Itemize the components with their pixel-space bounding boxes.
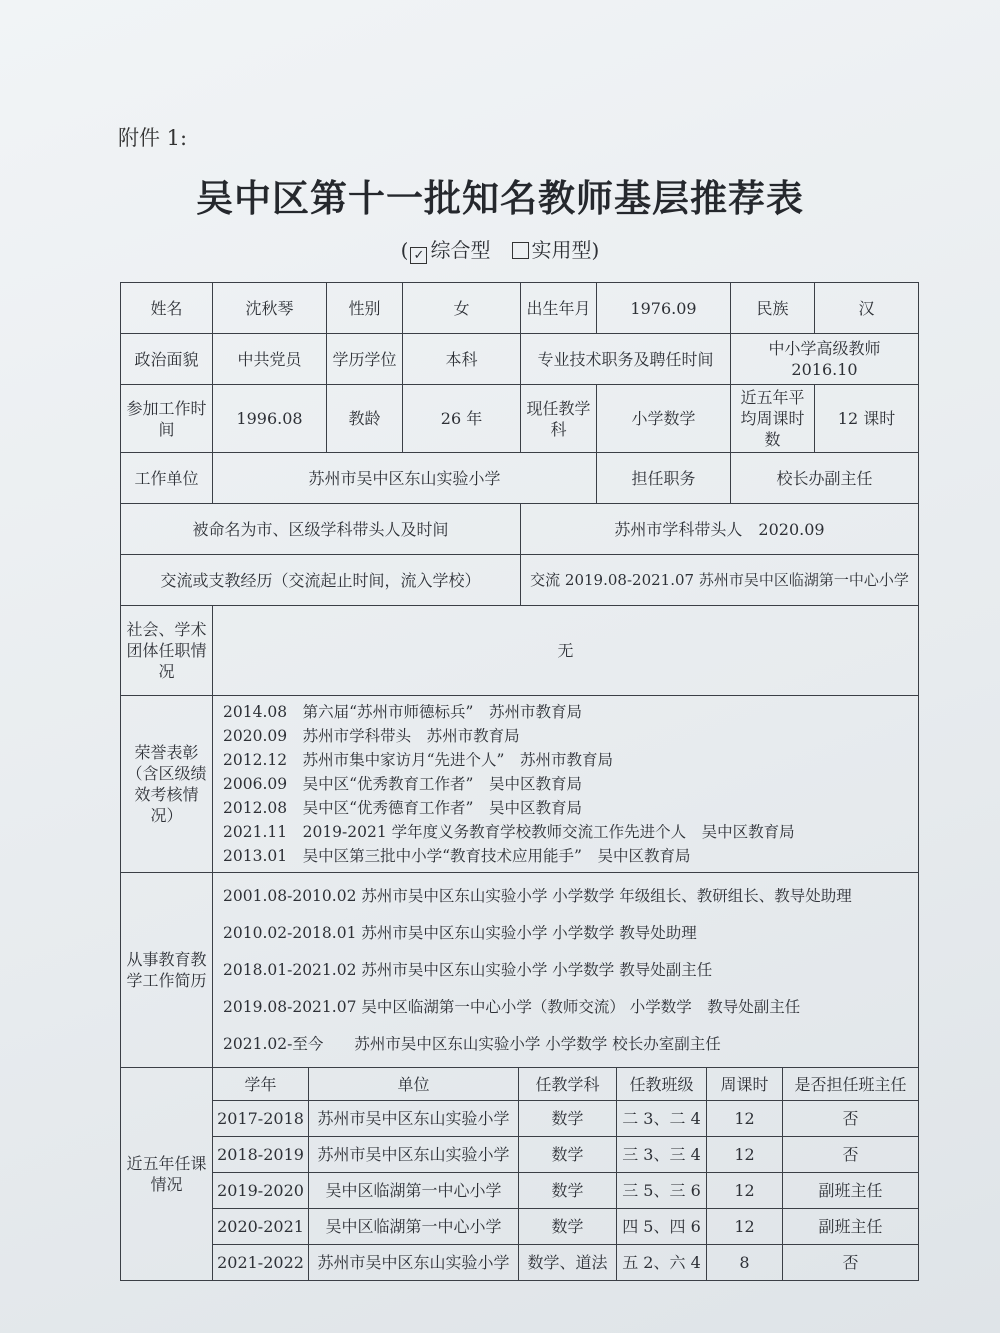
name-label: 姓名 [121,283,213,334]
list-item: 2012.12 苏州市集中家访月“先进个人” 苏州市教育局 [223,751,613,769]
career-list [213,873,919,1068]
attachment-label: 附件 1: [118,126,188,150]
cell-head-teacher: 否 [783,1101,919,1137]
education-label: 学历学位 [327,334,403,385]
cell-year: 2018-2019 [213,1137,309,1173]
subject-label: 现任教学科 [521,385,597,453]
cell-subject: 数学、道法 [519,1245,617,1281]
title-time-value [731,334,919,385]
cell-subject: 数学 [519,1137,617,1173]
column-header: 任教班级 [617,1068,707,1101]
list-item: 2013.01 吴中区第三批中小学“教育技术应用能手” 吴中区教育局 [223,847,691,865]
cell-hours: 8 [707,1245,783,1281]
courses-cell [213,1068,919,1281]
cell-subject: 数学 [519,1209,617,1245]
table-header-row [213,1068,919,1101]
subject-leader-value: 苏州市学科带头人 2020.09 [521,504,919,555]
cell-class: 四 5、四 6 [617,1209,707,1245]
title-time-label: 专业技术职务及聘任时间 [521,334,731,385]
ethnicity-label: 民族 [731,283,815,334]
cell-unit: 吴中区临湖第一中心小学 [309,1173,519,1209]
honors-label: 荣誉表彰（含区级绩效考核情况） [121,696,213,873]
cell-unit: 吴中区临湖第一中心小学 [309,1209,519,1245]
subject-leader-label: 被命名为市、区级学科带头人及时间 [121,504,521,555]
cell-class: 三 3、三 4 [617,1137,707,1173]
education-value: 本科 [403,334,521,385]
empty-checkbox-icon[interactable] [512,242,529,259]
cell-subject: 数学 [519,1173,617,1209]
type-open-paren: ( [400,238,409,262]
teaching-years-label: 教龄 [327,385,403,453]
courses-label: 近五年任课情况 [121,1068,213,1281]
type-comprehensive: 综合型 [430,238,491,262]
society-value: 无 [213,606,919,696]
cell-class: 二 3、二 4 [617,1101,707,1137]
list-item: 2006.09 吴中区“优秀教育工作者” 吴中区教育局 [223,775,582,793]
position-value: 校长办副主任 [731,453,919,504]
type-close-paren: ) [591,238,600,262]
politics-value: 中共党员 [213,334,327,385]
cell-year: 2020-2021 [213,1209,309,1245]
unit-label: 工作单位 [121,453,213,504]
weekly-hours-label: 近五年平均周课时数 [731,385,815,453]
list-item: 2018.01-2021.02 苏州市吴中区东山实验小学 小学数学 教导处副主任 [223,960,713,979]
cell-year: 2021-2022 [213,1245,309,1281]
society-label: 社会、学术团体任职情况 [121,606,213,696]
work-start-value: 1996.08 [213,385,327,453]
title-time: 2016.10 [791,360,858,379]
form-title: 吴中区第十一批知名教师基层推荐表 [196,177,804,220]
teaching-years-value: 26 年 [403,385,521,453]
column-header: 周课时 [707,1068,783,1101]
recommendation-form [120,282,918,1281]
list-item: 2021.11 2019-2021 学年度义务教育学校教师交流工作先进个人 吴中区教育局 [223,823,795,841]
cell-unit: 苏州市吴中区东山实验小学 [309,1245,519,1281]
basic-info-table [120,282,919,1281]
exchange-label: 交流或支教经历（交流起止时间，流入学校） [121,555,521,606]
column-header: 学年 [213,1068,309,1101]
exchange-value: 交流 2019.08-2021.07 苏州市吴中区临湖第一中心小学 [521,555,919,606]
ethnicity-value: 汉 [815,283,919,334]
cell-head-teacher: 副班主任 [783,1209,919,1245]
list-item: 2020.09 苏州市学科带头 苏州市教育局 [223,727,520,745]
cell-unit: 苏州市吴中区东山实验小学 [309,1137,519,1173]
courses-table [212,1067,919,1281]
list-item: 2012.08 吴中区“优秀德育工作者” 吴中区教育局 [223,799,582,817]
cell-unit: 苏州市吴中区东山实验小学 [309,1101,519,1137]
cell-hours: 12 [707,1209,783,1245]
subject-value: 小学数学 [597,385,731,453]
table-row [213,1173,919,1209]
cell-year: 2017-2018 [213,1101,309,1137]
title-name: 中小学高级教师 [768,339,881,358]
form-type-options [0,234,1000,264]
list-item: 2001.08-2010.02 苏州市吴中区东山实验小学 小学数学 年级组长、教研组长、教导处助理 [223,886,852,905]
list-item: 2014.08 第六届“苏州市师德标兵” 苏州市教育局 [223,703,582,721]
career-label: 从事教育教学工作简历 [121,873,213,1068]
table-row [213,1209,919,1245]
unit-value: 苏州市吴中区东山实验小学 [213,453,597,504]
work-start-label: 参加工作时间 [121,385,213,453]
column-header: 任教学科 [519,1068,617,1101]
position-label: 担任职务 [597,453,731,504]
cell-head-teacher: 副班主任 [783,1173,919,1209]
birth-label: 出生年月 [521,283,597,334]
politics-label: 政治面貌 [121,334,213,385]
table-row [213,1137,919,1173]
cell-head-teacher: 否 [783,1137,919,1173]
weekly-hours-value: 12 课时 [815,385,919,453]
list-item: 2019.08-2021.07 吴中区临湖第一中心小学（教师交流） 小学数学 教导处副主任 [223,997,801,1016]
column-header: 是否担任班主任 [783,1068,919,1101]
birth-value: 1976.09 [597,283,731,334]
column-header: 单位 [309,1068,519,1101]
table-row [213,1101,919,1137]
name-value: 沈秋琴 [213,283,327,334]
cell-class: 三 5、三 6 [617,1173,707,1209]
cell-hours: 12 [707,1173,783,1209]
cell-subject: 数学 [519,1101,617,1137]
list-item: 2010.02-2018.01 苏州市吴中区东山实验小学 小学数学 教导处助理 [223,923,697,942]
cell-hours: 12 [707,1101,783,1137]
list-item: 2021.02-至今 苏州市吴中区东山实验小学 小学数学 校长办室副主任 [223,1034,721,1053]
cell-year: 2019-2020 [213,1173,309,1209]
gender-label: 性别 [327,283,403,334]
gender-value: 女 [403,283,521,334]
type-practical: 实用型 [531,238,592,262]
checked-checkbox-icon[interactable]: ✓ [410,247,427,264]
cell-head-teacher: 否 [783,1245,919,1281]
cell-class: 五 2、六 4 [617,1245,707,1281]
table-row [213,1245,919,1281]
cell-hours: 12 [707,1137,783,1173]
honors-list [213,696,919,873]
